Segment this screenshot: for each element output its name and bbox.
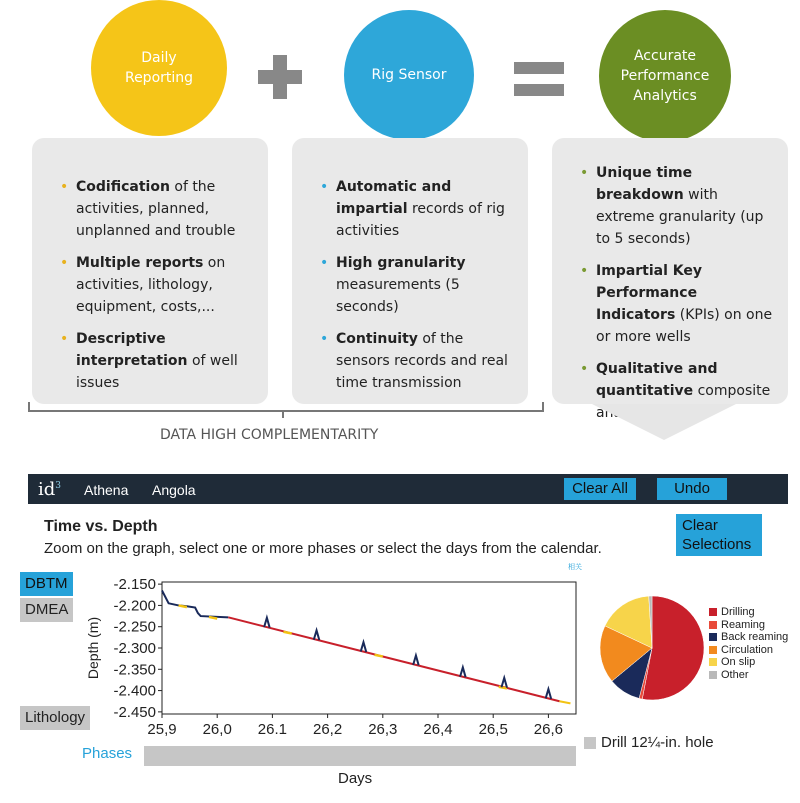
y-tick-label: -2.300 bbox=[113, 640, 156, 657]
legend-label: Reaming bbox=[721, 618, 766, 631]
legend-label: On slip bbox=[721, 656, 756, 668]
plot-frame bbox=[162, 582, 576, 714]
complementarity-label: DATA HIGH COMPLEMENTARITY bbox=[160, 427, 379, 443]
analytics-label: Accurate Performance Analytics bbox=[620, 48, 710, 104]
card-item-bold: Impartial Key Performance Indicators bbox=[596, 263, 703, 323]
x-tick-label: 26,4 bbox=[423, 721, 453, 738]
card-item-bold: Descriptive interpretation bbox=[76, 331, 188, 369]
card-item-text: of the sensors records and real time transmission bbox=[336, 331, 508, 391]
legend-swatch bbox=[708, 670, 718, 680]
slip-segment bbox=[209, 617, 217, 619]
dbtm-button[interactable]: DBTM bbox=[20, 572, 73, 596]
pie-legend bbox=[708, 606, 788, 681]
clear-selections-line1: Clear bbox=[682, 517, 718, 534]
card-item-text: (KPIs) on one or more wells bbox=[596, 307, 773, 345]
card-item-text: with extreme granularity (up to 5 seconds) bbox=[596, 187, 764, 247]
legend-swatch bbox=[708, 632, 718, 642]
slip-segment bbox=[499, 687, 507, 689]
legend-swatch bbox=[708, 620, 718, 630]
legend-swatch bbox=[708, 657, 718, 667]
legend-label: Other bbox=[721, 668, 749, 681]
card-item-bold: Codification bbox=[76, 179, 170, 195]
nav-angola[interactable]: Angola bbox=[152, 482, 196, 498]
activity-pie-chart[interactable] bbox=[597, 593, 707, 703]
slip-segment bbox=[283, 632, 291, 634]
phase-swatch bbox=[584, 737, 596, 749]
card-item-text: on activities, lithology, equipment, costs,... bbox=[76, 255, 226, 315]
phase-bar[interactable] bbox=[144, 746, 576, 766]
card-item-bold: Continuity bbox=[336, 331, 418, 347]
card-item-text: of the activities, planned, unplanned and trouble bbox=[76, 179, 236, 239]
x-tick-label: 26,6 bbox=[533, 721, 564, 738]
dmea-button[interactable]: DMEA bbox=[20, 598, 73, 622]
card-item-bold: High granularity bbox=[336, 255, 466, 271]
pie-legend-item[interactable] bbox=[708, 644, 788, 657]
y-tick-label: -2.400 bbox=[113, 682, 156, 700]
pie-legend-item[interactable] bbox=[708, 619, 788, 632]
legend-label: Drilling bbox=[721, 606, 755, 618]
y-tick-label: -2.250 bbox=[113, 618, 156, 636]
page-subtitle: Zoom on the graph, select one or more phases or select the days from the calendar. bbox=[44, 540, 602, 557]
daily-reporting-label: Daily Reporting bbox=[124, 50, 194, 86]
nav-athena[interactable]: Athena bbox=[84, 482, 129, 498]
y-axis-label: Depth (m) bbox=[85, 616, 101, 680]
lithology-button[interactable]: Lithology bbox=[20, 706, 90, 730]
legend-label: Circulation bbox=[721, 643, 773, 656]
card-item-bold: Unique time breakdown bbox=[596, 165, 693, 203]
logo-text: id bbox=[38, 479, 56, 500]
calendar-link[interactable]: 相关 bbox=[568, 564, 582, 571]
x-tick-label: 26.1 bbox=[257, 721, 288, 738]
slip-segment bbox=[179, 605, 187, 607]
logo-sup: 3 bbox=[55, 481, 62, 491]
card-item-text: records of rig activities bbox=[336, 201, 505, 239]
page-title: Time vs. Depth bbox=[44, 518, 158, 535]
pie-legend-item[interactable] bbox=[708, 656, 788, 669]
x-tick-label: 26,0 bbox=[202, 721, 232, 738]
card-item-text: measurements (5 seconds) bbox=[336, 277, 460, 315]
x-tick-label: 25,9 bbox=[147, 721, 177, 738]
card-item-bold: Automatic and impartial bbox=[336, 179, 452, 217]
x-tick-label: 26,5 bbox=[478, 721, 508, 738]
slip-segment bbox=[375, 655, 383, 657]
phase-legend bbox=[584, 734, 714, 751]
pie-legend-item[interactable] bbox=[708, 669, 788, 682]
y-tick-label: -2.350 bbox=[113, 661, 156, 679]
undo-button[interactable]: Undo bbox=[657, 478, 727, 500]
pie-legend-item[interactable] bbox=[708, 606, 788, 619]
clear-all-button[interactable]: Clear All bbox=[564, 478, 636, 500]
pie-legend-item[interactable] bbox=[708, 631, 788, 644]
legend-swatch bbox=[708, 645, 718, 655]
y-tick-label: -2.150 bbox=[113, 576, 156, 594]
card-item-text: composite analytics bbox=[596, 383, 771, 421]
x-axis-label: Days bbox=[338, 770, 373, 787]
phase-legend-label: Drill 12¼-in. hole bbox=[601, 734, 714, 751]
card-item-bold: Qualitative and quantitative bbox=[596, 361, 718, 399]
y-tick-label: -2.200 bbox=[113, 597, 156, 615]
x-tick-label: 26,3 bbox=[368, 721, 398, 738]
rig-sensor-label: Rig Sensor bbox=[371, 67, 447, 83]
legend-label: Back reaming bbox=[721, 631, 789, 643]
card-item-bold: Multiple reports bbox=[76, 255, 204, 271]
clear-selections-line2: Selections bbox=[682, 536, 752, 553]
y-tick-label: -2.450 bbox=[113, 703, 156, 721]
phases-label: Phases bbox=[82, 745, 133, 762]
x-tick-label: 26,2 bbox=[312, 721, 343, 738]
card-item-text: of well issues bbox=[76, 353, 238, 391]
legend-swatch bbox=[708, 607, 718, 617]
